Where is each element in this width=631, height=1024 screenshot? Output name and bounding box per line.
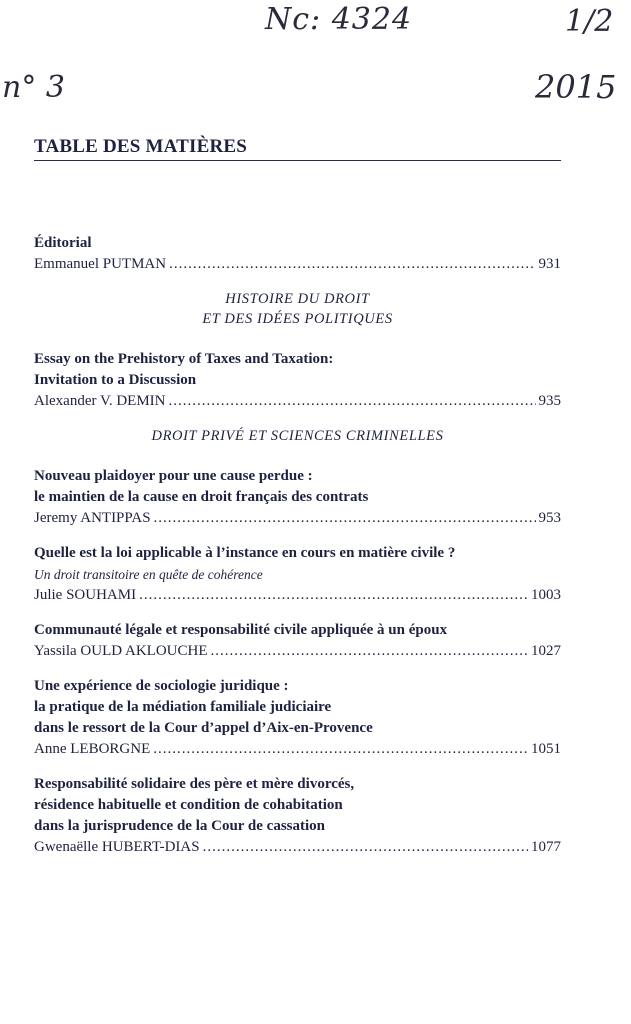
entry-title: Invitation to a Discussion bbox=[34, 372, 197, 388]
entry-title: résidence habituelle et condition de cohabitation bbox=[34, 797, 343, 813]
entry-page: 953 bbox=[538, 510, 561, 526]
entry-author: Gwenaëlle HUBERT-DIAS bbox=[34, 839, 200, 855]
entry-line bbox=[34, 585, 561, 606]
entry-line bbox=[34, 641, 561, 662]
dot-leader bbox=[169, 391, 536, 412]
entry-title: Une expérience de sociologie juridique : bbox=[34, 678, 289, 694]
dot-leader bbox=[154, 508, 536, 529]
dot-leader bbox=[153, 739, 528, 760]
section-line: HISTOIRE DU DROIT bbox=[225, 291, 370, 307]
entry-line bbox=[34, 391, 561, 412]
entry-author: Emmanuel PUTMAN bbox=[34, 256, 167, 272]
entry-title: Quelle est la loi applicable à l’instance en cours en matière civile ? bbox=[34, 545, 456, 561]
entry-author: Jeremy ANTIPPAS bbox=[34, 510, 151, 526]
dot-leader bbox=[210, 641, 528, 662]
toc-entries bbox=[34, 233, 561, 872]
toc-entry-antippas bbox=[34, 466, 561, 529]
entry-title: Responsabilité solidaire des père et mère divorcés, bbox=[34, 776, 355, 792]
section-line: DROIT PRIVÉ ET SCIENCES CRIMINELLES bbox=[151, 428, 444, 444]
entry-line bbox=[34, 508, 561, 529]
toc-entry-ouldaklouche bbox=[34, 620, 561, 662]
dot-leader bbox=[203, 837, 528, 858]
entry-page: 1077 bbox=[531, 839, 561, 855]
entry-line bbox=[34, 837, 561, 858]
entry-author: Alexander V. DEMIN bbox=[34, 393, 166, 409]
entry-page: 1003 bbox=[531, 587, 561, 603]
dot-leader bbox=[169, 254, 535, 275]
entry-author: Julie SOUHAMI bbox=[34, 587, 137, 603]
entry-page: 935 bbox=[538, 393, 561, 409]
entry-line bbox=[34, 254, 561, 275]
toc-entry-editorial bbox=[34, 233, 561, 275]
handwritten-volume: n° 3 bbox=[2, 70, 65, 105]
entry-title: la pratique de la médiation familiale judiciaire bbox=[34, 699, 332, 715]
toc-entry-souhami bbox=[34, 543, 561, 606]
dot-leader bbox=[139, 585, 528, 606]
handwritten-year: 2015 bbox=[535, 68, 617, 106]
section-line: ET DES IDÉES POLITIQUES bbox=[202, 311, 393, 327]
entry-page: 931 bbox=[538, 256, 561, 272]
title-rule bbox=[34, 160, 561, 161]
entry-title: Communauté légale et responsabilité civile appliquée à un époux bbox=[34, 622, 448, 638]
handwritten-part: 1/2 bbox=[565, 4, 614, 39]
section-heading-droit-prive bbox=[34, 426, 561, 446]
page-title: TABLE DES MATIÈRES bbox=[34, 136, 248, 157]
entry-title: Essay on the Prehistory of Taxes and Taxation: bbox=[34, 351, 334, 367]
entry-line bbox=[34, 739, 561, 760]
entry-title: Éditorial bbox=[34, 235, 92, 251]
entry-subtitle: Un droit transitoire en quête de cohérence bbox=[34, 567, 263, 582]
entry-title: Nouveau plaidoyer pour une cause perdue : bbox=[34, 468, 313, 484]
toc-entry-hubertdias bbox=[34, 774, 561, 858]
toc-entry-demin bbox=[34, 349, 561, 412]
toc-entry-leborgne bbox=[34, 676, 561, 760]
handwritten-reference: Nc: 4324 bbox=[265, 2, 413, 37]
entry-title: dans la jurisprudence de la Cour de cassation bbox=[34, 818, 326, 834]
entry-author: Yassila OULD AKLOUCHE bbox=[34, 643, 208, 659]
entry-title: le maintien de la cause en droit français des contrats bbox=[34, 489, 369, 505]
entry-title: dans le ressort de la Cour d’appel d’Aix-en-Provence bbox=[34, 720, 373, 736]
entry-page: 1051 bbox=[531, 741, 561, 757]
section-heading-histoire bbox=[34, 289, 561, 329]
entry-author: Anne LEBORGNE bbox=[34, 741, 151, 757]
entry-page: 1027 bbox=[531, 643, 561, 659]
